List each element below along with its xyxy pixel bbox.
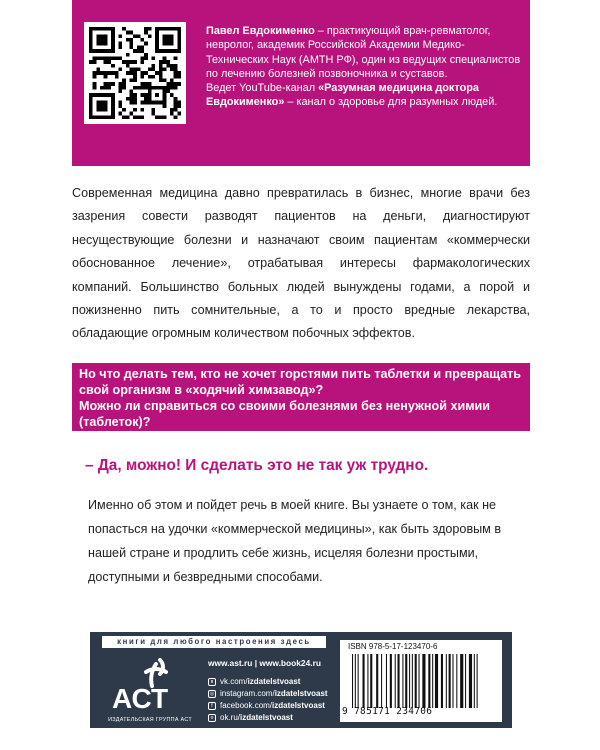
channel-suffix: – канал о здоровье для разумных людей. [284, 96, 498, 109]
publisher-label: ИЗДАТЕЛЬСКАЯ ГРУППА АСТ [108, 717, 192, 723]
instagram-icon: ◎ [209, 691, 215, 697]
social-link-instagram[interactable] [208, 688, 330, 700]
publisher-logo [102, 654, 198, 724]
channel-prefix: Ведет YouTube-канал [206, 82, 319, 95]
qr-code[interactable] [84, 22, 186, 124]
isbn: ISBN 978-5-17-123470-6 [348, 642, 438, 651]
social-url-handle: izdatelstvoast [274, 689, 328, 698]
social-url-prefix: instagram.com/ [220, 689, 275, 698]
publisher-footer [90, 632, 512, 728]
barcode-icon [348, 654, 494, 708]
social-url-prefix: ok.ru/ [220, 713, 241, 722]
social-url-handle: izdatelstvoast [247, 677, 301, 686]
publisher-websites[interactable]: www.ast.ru | www.book24.ru [208, 658, 321, 668]
author-name: Павел Евдокименко [206, 25, 315, 37]
author-block [72, 0, 530, 166]
facebook-icon: f [208, 702, 216, 710]
logo-text: АСТ [112, 683, 169, 714]
social-links [208, 676, 330, 724]
social-link-vk[interactable] [208, 676, 330, 688]
social-link-facebook[interactable] [208, 700, 330, 712]
closing-paragraph: Именно об этом и пойдет речь в моей книге. Вы узнаете о том, как не попасться на удочки «коммерческой медицины», как быть здоровым в нашей стране и продлить себе жизнь, исцеляя болезни простыми, доступными и безвредными способами. [88, 498, 502, 584]
social-url-prefix: facebook.com/ [220, 701, 273, 710]
social-url-prefix: vk.com/ [220, 677, 248, 686]
question-2: Можно ли справиться со своими болезнями без ненужной химии (таблеток)? [79, 399, 491, 429]
publisher-links [208, 658, 330, 724]
question-1: Но что делать тем, кто не хочет горстями пить таблетки и превращать свой организм в «ходячий химзавод»? [79, 367, 522, 397]
barcode-box [340, 640, 502, 722]
tagline: книги для любого настроения здесь [102, 636, 326, 648]
social-url [220, 688, 328, 700]
intro-paragraph: Современная медицина давно превратилась в бизнес, многие врачи без зазрения совести разводят пациентов на деньги, диагностируют несуществующие болезни и назначают своим пациентам «коммерчески обоснованное лечение», отрабатывая интересы фармакологических компаний. Большинство больных людей вынуждены годами, а порой и пожизненно пить сомнительные, а то и просто вредные лекарства, обладающие огромным количеством побочных эффектов. [72, 186, 530, 341]
social-url-handle: izdatelstvoast [272, 701, 325, 710]
ast-logo-icon [102, 654, 198, 716]
answer-headline: – Да, можно! И сделать это не так уж трудно. [85, 457, 429, 474]
social-url [220, 676, 300, 688]
channel-name: «Разумная медицина доктора Евдокименко» [206, 82, 479, 109]
social-url-handle: izdatelstvoast [240, 713, 293, 722]
social-link-ok[interactable] [208, 712, 330, 724]
social-url [220, 700, 325, 712]
ok-icon: о [208, 714, 216, 722]
qr-code-icon [89, 27, 181, 119]
barcode-number: 9 785171 234706 [342, 706, 433, 717]
question-band [72, 363, 530, 431]
vk-icon: в [208, 678, 216, 686]
author-bio [206, 24, 521, 110]
social-url [220, 712, 293, 724]
author-description: – практикующий врач-ревматолог, невролог, академик Российской Академии Медико-Технических Наук (АМТН РФ), один из ведущих специалистов по лечению болезней позвоночника и суставов. [206, 25, 521, 80]
